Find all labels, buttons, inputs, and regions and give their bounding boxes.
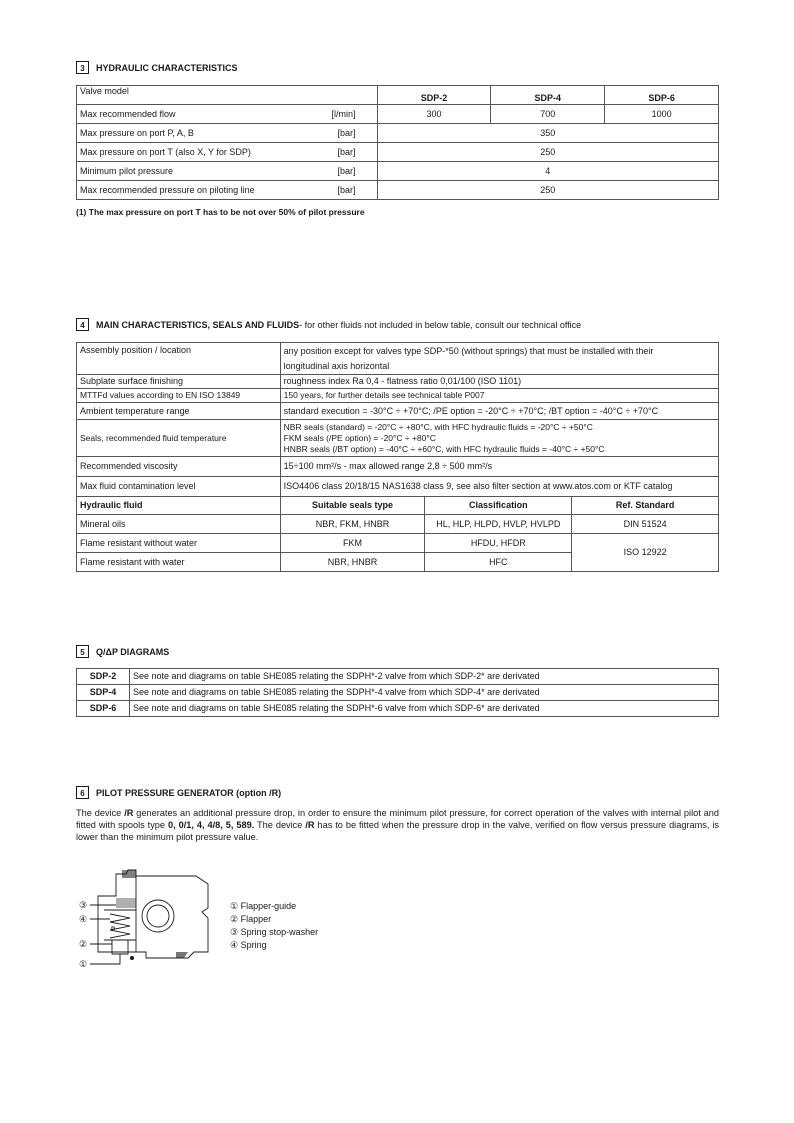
model-label: SDP-2 [77, 669, 130, 685]
section-heading: MAIN CHARACTERISTICS, SEALS AND FLUIDS [96, 319, 300, 330]
table-row [77, 701, 719, 717]
fluid-standard: DIN 51524 [572, 515, 719, 534]
table-row [77, 403, 719, 420]
cell-value: 250 [377, 181, 718, 200]
callout-label: ③ [79, 900, 88, 910]
cell-value: 1000 [605, 105, 719, 124]
hydraulic-characteristics-table [76, 85, 719, 200]
row-value: roughness index Ra 0,4 - flatness ratio 0,01/100 (ISO 1101) [280, 375, 718, 389]
fluid-seals: FKM [280, 534, 425, 553]
pilot-generator-description: The device /R generates an additional pressure drop, in order to ensure the minimum pilot pressure, for correct operation of the valves with internal pilot and fitted with spools type 0, 0/1, 4, 4/8, 5, 589. The device /R has to be fitted when the pressure drop in the valve, verified on flow versus pressure diagrams, is lower than the minimum pilot pressure value. [76, 808, 720, 842]
section-note: - for other fluids not included in below table, consult our technical office [299, 319, 582, 330]
model-header: SDP-4 [491, 86, 605, 105]
fluid-seals: NBR, HNBR [280, 553, 425, 572]
table-row [77, 420, 719, 457]
legend-item: ② Flapper [230, 914, 272, 924]
cell-value: 300 [377, 105, 491, 124]
footnote: (1) The max pressure on port T has to be not over 50% of pilot pressure [76, 207, 365, 217]
table-row [77, 181, 719, 200]
cell-value: 700 [491, 105, 605, 124]
section-6-title [76, 786, 281, 799]
table-row [77, 389, 719, 403]
row-value: ISO4406 class 20/18/15 NAS1638 class 9, see also filter section at www.atos.com or KTF catalog [280, 477, 718, 497]
fluid-classification: HFDU, HFDR [425, 534, 572, 553]
row-value: any position except for valves type SDP-*50 (without springs) that must be installed with their longitudinal axis horizontal [280, 343, 718, 375]
row-label: Assembly position / location [77, 343, 281, 375]
table-row [77, 477, 719, 497]
row-label: Subplate surface finishing [77, 375, 281, 389]
model-label: SDP-6 [77, 701, 130, 717]
cell-value: 4 [377, 162, 718, 181]
table-row [77, 162, 719, 181]
section-3-title [76, 61, 238, 74]
model-header: SDP-6 [605, 86, 719, 105]
section-number: 4 [76, 318, 89, 331]
row-label: Max recommended pressure on piloting line [bar] [77, 181, 378, 200]
row-text: See note and diagrams on table SHE085 relating the SDPH*-2 valve from which SDP-2* are derivated [129, 669, 718, 685]
row-value: NBR seals (standard) = -20°C ÷ +80°C, with HFC hydraulic fluids = -20°C ÷ +50°C FKM seals (/PE option) = -20°C ÷ +80°C HNBR seals (/BT option) = -40°C ÷ +60°C, with HFC hydraulic fluids = -40°C ÷ +50°C [280, 420, 718, 457]
section-number: 6 [76, 786, 89, 799]
fluid-name: Flame resistant with water [77, 553, 281, 572]
row-label: Seals, recommended fluid temperature [77, 420, 281, 457]
row-label: Ambient temperature range [77, 403, 281, 420]
row-label: MTTFd values according to EN ISO 13849 [77, 389, 281, 403]
fluid-classification: HL, HLP, HLPD, HVLP, HVLPD [425, 515, 572, 534]
row-text: See note and diagrams on table SHE085 relating the SDPH*-6 valve from which SDP-6* are derivated [129, 701, 718, 717]
section-number: 5 [76, 645, 89, 658]
column-header: Ref. Standard [572, 497, 719, 515]
port-label: P [111, 927, 116, 933]
section-heading: Q/ΔP DIAGRAMS [96, 646, 170, 657]
fluid-seals: NBR, FKM, HNBR [280, 515, 425, 534]
main-characteristics-table [76, 342, 719, 572]
row-value: 15÷100 mm²/s - max allowed range 2,8 ÷ 500 mm²/s [280, 457, 718, 477]
column-header: Suitable seals type [280, 497, 425, 515]
fluid-name: Mineral oils [77, 515, 281, 534]
row-text: See note and diagrams on table SHE085 relating the SDPH*-4 valve from which SDP-4* are derivated [129, 685, 718, 701]
legend-item: ③ Spring stop-washer [230, 927, 319, 937]
section-4-title [76, 318, 581, 331]
table-row [77, 685, 719, 701]
table-row [77, 669, 719, 685]
table-row [77, 534, 719, 553]
row-label: Max pressure on port T (also X, Y for SDP) [bar] [77, 143, 378, 162]
valve-model-label: Valve model [77, 86, 378, 105]
pilot-pressure-generator-diagram [76, 868, 221, 973]
row-label: Max recommended flow [l/min] [77, 105, 378, 124]
row-value: 150 years, for further details see technical table P007 [280, 389, 718, 403]
section-heading: HYDRAULIC CHARACTERISTICS [96, 62, 238, 73]
table-row [77, 457, 719, 477]
legend-item: ④ Spring [230, 940, 267, 950]
column-header: Classification [425, 497, 572, 515]
cell-value: 350 [377, 124, 718, 143]
diagram-legend [230, 900, 318, 952]
fluid-standard: ISO 12922 [572, 534, 719, 572]
callout-label: ① [79, 959, 88, 969]
table-header-row [77, 497, 719, 515]
fluid-name: Flame resistant without water [77, 534, 281, 553]
section-5-title [76, 645, 169, 658]
row-value: standard execution = -30°C ÷ +70°C; /PE option = -20°C ÷ +70°C; /BT option = -40°C ÷ +70°C [280, 403, 718, 420]
cell-value: 250 [377, 143, 718, 162]
qp-diagrams-table [76, 668, 719, 717]
table-row [77, 124, 719, 143]
section-heading: PILOT PRESSURE GENERATOR (option /R) [96, 787, 282, 798]
table-row [77, 375, 719, 389]
row-label: Recommended viscosity [77, 457, 281, 477]
table-row [77, 515, 719, 534]
row-label: Max fluid contamination level [77, 477, 281, 497]
model-label: SDP-4 [77, 685, 130, 701]
row-label: Max pressure on port P, A, B [bar] [77, 124, 378, 143]
table-row [77, 343, 719, 375]
legend-item: ① Flapper-guide [230, 901, 297, 911]
table-row [77, 105, 719, 124]
table-row [77, 86, 719, 105]
column-header: Hydraulic fluid [77, 497, 281, 515]
row-label: Minimum pilot pressure [bar] [77, 162, 378, 181]
callout-label: ② [79, 939, 88, 949]
model-header: SDP-2 [377, 86, 491, 105]
fluid-classification: HFC [425, 553, 572, 572]
callout-label: ④ [79, 914, 88, 924]
table-row [77, 143, 719, 162]
section-number: 3 [76, 61, 89, 74]
